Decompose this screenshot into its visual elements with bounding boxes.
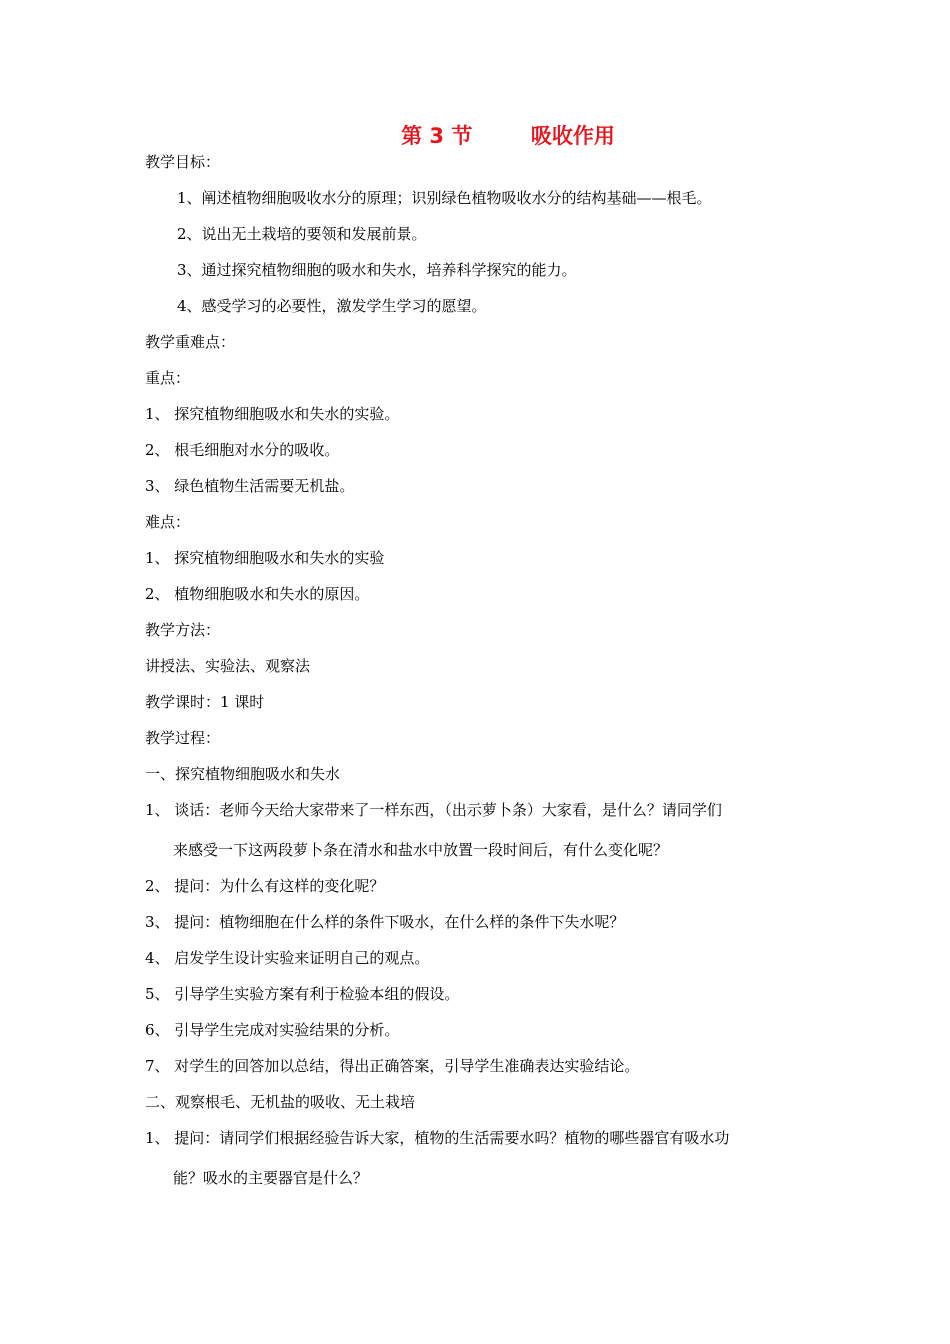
page-title bbox=[0, 122, 950, 150]
hours-text: 教学课时：1 课时 bbox=[145, 693, 265, 711]
section1-item: 7、 对学生的回答加以总结，得出正确答案，引导学生准确表达实验结论。 bbox=[145, 1057, 640, 1075]
section2-heading: 二、观察根毛、无机盐的吸收、无土栽培 bbox=[145, 1093, 416, 1111]
objectives-heading: 教学目标： bbox=[145, 153, 221, 171]
objective-item: 1、阐述植物细胞吸收水分的原理；识别绿色植物吸收水分的结构基础——根毛。 bbox=[177, 189, 712, 207]
objective-item: 4、感受学习的必要性，激发学生学习的愿望。 bbox=[177, 297, 487, 315]
difficult-point-item: 2、 植物细胞吸水和失水的原因。 bbox=[145, 585, 370, 603]
objective-item: 2、说出无土栽培的要领和发展前景。 bbox=[177, 225, 427, 243]
methods-heading: 教学方法： bbox=[145, 621, 221, 639]
methods-text: 讲授法、实验法、观察法 bbox=[145, 657, 311, 675]
objective-item: 3、通过探究植物细胞的吸水和失水，培养科学探究的能力。 bbox=[177, 261, 577, 279]
title-section-name: 吸收作用 bbox=[530, 124, 615, 148]
section1-item: 1、 谈话：老师今天给大家带来了一样东西，（出示萝卜条）大家看，是什么？请同学们 bbox=[145, 801, 722, 819]
section1-item: 4、 启发学生设计实验来证明自己的观点。 bbox=[145, 949, 430, 967]
section1-item: 3、 提问：植物细胞在什么样的条件下吸水，在什么样的条件下失水呢？ bbox=[145, 913, 625, 931]
key-point-item: 2、 根毛细胞对水分的吸收。 bbox=[145, 441, 340, 459]
section1-heading: 一、探究植物细胞吸水和失水 bbox=[145, 765, 341, 783]
key-heading: 重点： bbox=[145, 369, 191, 387]
key-point-item: 1、 探究植物细胞吸水和失水的实验。 bbox=[145, 405, 400, 423]
section2-item: 1、 提问：请同学们根据经验告诉大家，植物的生活需要水吗？植物的哪些器官有吸水功 bbox=[145, 1129, 730, 1147]
key-difficult-heading: 教学重难点： bbox=[145, 333, 236, 351]
section1-item-continuation: 来感受一下这两段萝卜条在清水和盐水中放置一段时间后，有什么变化呢？ bbox=[173, 841, 669, 859]
section2-item-continuation: 能？吸水的主要器官是什么？ bbox=[173, 1169, 369, 1187]
title-section-number: 第 3 节 bbox=[401, 124, 473, 148]
key-point-item: 3、 绿色植物生活需要无机盐。 bbox=[145, 477, 355, 495]
section1-item: 5、 引导学生实验方案有利于检验本组的假设。 bbox=[145, 985, 460, 1003]
section1-item: 2、 提问：为什么有这样的变化呢？ bbox=[145, 877, 385, 895]
difficult-point-item: 1、 探究植物细胞吸水和失水的实验 bbox=[145, 549, 385, 567]
section1-item: 6、 引导学生完成对实验结果的分析。 bbox=[145, 1021, 400, 1039]
process-heading: 教学过程： bbox=[145, 729, 221, 747]
difficult-heading: 难点： bbox=[145, 513, 191, 531]
